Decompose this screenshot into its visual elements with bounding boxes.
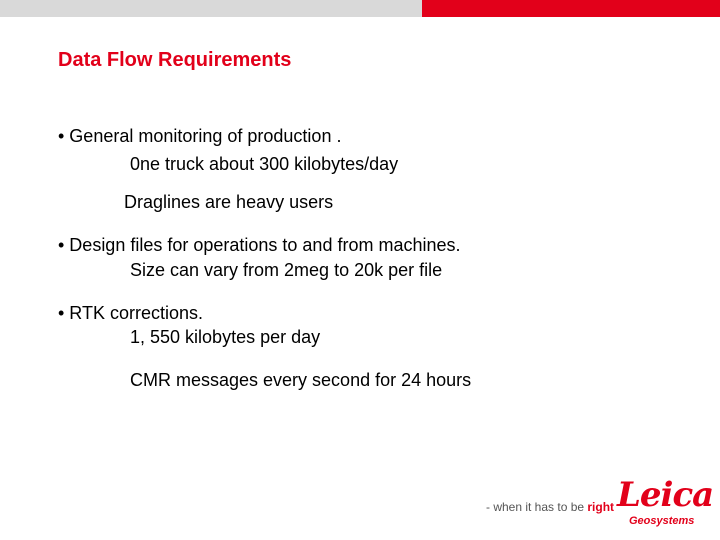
bullet-rtk-corrections: • RTK corrections. xyxy=(58,303,204,323)
logo-wordmark: Leica xyxy=(617,475,714,515)
tagline-emphasis: right xyxy=(587,500,615,514)
top-red-bar xyxy=(422,0,720,17)
footer-tagline xyxy=(486,500,614,514)
sub-item-cmr-messages: CMR messages every second for 24 hours xyxy=(130,370,472,390)
logo-subtext: Geosystems xyxy=(629,515,695,527)
sub-item-file-size: Size can vary from 2meg to 20k per file xyxy=(130,260,443,280)
bullet-design-files: • Design files for operations to and from machines. xyxy=(58,235,461,255)
sub-item-kilobytes-per-day: 1, 550 kilobytes per day xyxy=(130,327,321,347)
sub-item-truck-data: 0ne truck about 300 kilobytes/day xyxy=(130,154,399,174)
bullet-general-monitoring: • General monitoring of production . xyxy=(58,126,342,146)
sub-item-draglines: Draglines are heavy users xyxy=(124,192,334,212)
tagline-prefix: - when it has to be xyxy=(486,500,588,514)
page-title: Data Flow Requirements xyxy=(58,49,292,71)
top-gray-bar xyxy=(0,0,422,17)
leica-logo xyxy=(617,475,714,532)
